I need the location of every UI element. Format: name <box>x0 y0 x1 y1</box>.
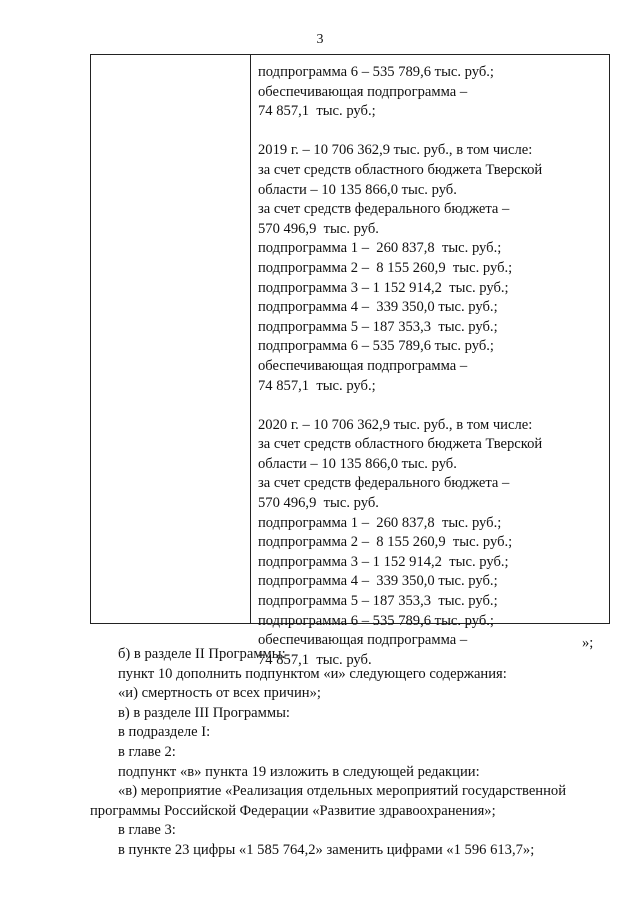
funding-line: 2020 г. – 10 706 362,9 тыс. руб., в том числе: <box>258 416 533 433</box>
funding-line: за счет средств областного бюджета Тверской <box>258 161 543 178</box>
year-2019-block <box>258 141 608 396</box>
funding-line: обеспечивающая подпрограмма – <box>258 83 468 100</box>
funding-line: за счет средств областного бюджета Тверской <box>258 436 543 453</box>
funding-cell <box>258 63 608 670</box>
paragraph: подпункт «в» пункта 19 изложить в следующей редакции: <box>118 763 480 780</box>
funding-line: подпрограмма 3 – 1 152 914,2 тыс. руб.; <box>258 279 509 296</box>
funding-line: подпрограмма 4 – 339 350,0 тыс. руб.; <box>258 299 498 316</box>
paragraph: в подразделе I: <box>118 724 211 741</box>
funding-line: области – 10 135 866,0 тыс. руб. <box>258 455 457 472</box>
funding-line: подпрограмма 1 – 260 837,8 тыс. руб.; <box>258 240 502 257</box>
table-column-divider <box>250 55 251 623</box>
paragraph: «в) мероприятие «Реализация отдельных мероприятий государственной программы Российской Федерации «Развитие здравоохранения»; <box>90 783 567 819</box>
funding-line: 2019 г. – 10 706 362,9 тыс. руб., в том числе: <box>258 142 533 159</box>
funding-line: области – 10 135 866,0 тыс. руб. <box>258 181 457 198</box>
funding-line: обеспечивающая подпрограмма – <box>258 632 468 649</box>
funding-line: подпрограмма 3 – 1 152 914,2 тыс. руб.; <box>258 553 509 570</box>
continuation-block <box>258 63 608 122</box>
funding-line: подпрограмма 2 – 8 155 260,9 тыс. руб.; <box>258 534 513 551</box>
funding-line: 570 496,9 тыс. руб. <box>258 495 379 512</box>
paragraph: б) в разделе II Программы: <box>118 646 286 662</box>
paragraph: в пункте 23 цифры «1 585 764,2» заменить цифрами «1 596 613,7»; <box>118 841 535 858</box>
page-number: 3 <box>316 32 324 47</box>
funding-line: подпрограмма 6 – 535 789,6 тыс. руб.; <box>258 612 494 629</box>
funding-line: за счет средств федерального бюджета – <box>258 201 510 218</box>
funding-line: 74 857,1 тыс. руб.; <box>258 377 376 394</box>
funding-line: за счет средств федерального бюджета – <box>258 475 510 492</box>
paragraph: в главе 3: <box>118 822 176 839</box>
closing-quote: »; <box>582 635 594 651</box>
paragraph: в главе 2: <box>118 743 176 760</box>
funding-line: подпрограмма 6 – 535 789,6 тыс. руб.; <box>258 64 494 80</box>
amendment-text <box>90 645 602 861</box>
funding-line: 570 496,9 тыс. руб. <box>258 220 379 237</box>
year-2020-block <box>258 416 608 671</box>
funding-line: подпрограмма 4 – 339 350,0 тыс. руб.; <box>258 573 498 590</box>
funding-line: подпрограмма 1 – 260 837,8 тыс. руб.; <box>258 514 502 531</box>
funding-line: 74 857,1 тыс. руб. <box>258 651 372 668</box>
funding-line: 74 857,1 тыс. руб.; <box>258 103 376 120</box>
funding-line: подпрограмма 5 – 187 353,3 тыс. руб.; <box>258 593 498 610</box>
paragraph: пункт 10 дополнить подпунктом «и» следующего содержания: <box>118 665 507 682</box>
funding-line: подпрограмма 5 – 187 353,3 тыс. руб.; <box>258 318 498 335</box>
funding-line: подпрограмма 2 – 8 155 260,9 тыс. руб.; <box>258 259 513 276</box>
paragraph: «и) смертность от всех причин»; <box>118 685 321 702</box>
paragraph: в) в разделе III Программы: <box>118 704 290 721</box>
funding-line: подпрограмма 6 – 535 789,6 тыс. руб.; <box>258 338 494 355</box>
funding-line: обеспечивающая подпрограмма – <box>258 357 468 374</box>
